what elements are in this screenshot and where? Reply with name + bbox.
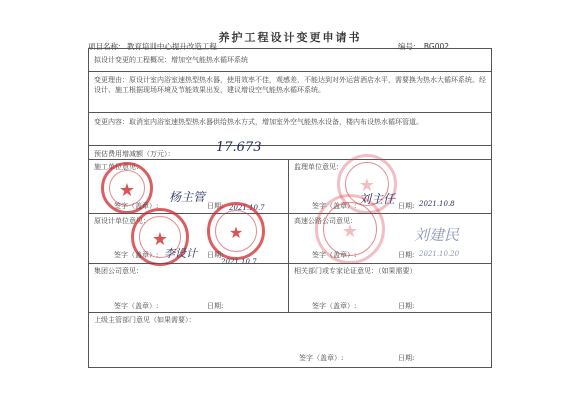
content-text: 变更内容：取消室内浴室速热型热水器供给热水方式，增加室外空气能热水设备，楼内布设热水循环管道。 — [94, 118, 423, 126]
supervision-signature: 刘主任 — [359, 192, 396, 206]
group-sign-label: 签字（盖章）: — [114, 302, 159, 310]
construction-opinion-label: 施工单位意见： — [94, 163, 143, 171]
design-stamp: ★ — [131, 208, 189, 266]
design-signature: 李设计 — [164, 247, 197, 260]
design-date-label: 日期: — [207, 251, 224, 259]
highway-opinion-label: 高速公路公司意见： — [294, 217, 357, 225]
change-request-form — [88, 48, 492, 368]
design-sign-label: 签字（盖章）: — [114, 251, 159, 259]
highway-stamp: ★ — [315, 194, 385, 264]
cost-section — [89, 140, 491, 160]
supervision-opinion-label: 监理单位意见： — [294, 163, 343, 171]
column-divider — [288, 264, 289, 313]
proposed-change: 拟设计变更的工程概况：增加空气能热水循环系统 — [94, 56, 248, 64]
highway-date-label: 日期: — [398, 251, 415, 259]
construction-date: 2021.10.7 — [229, 204, 265, 212]
number-label: 编号: — [398, 42, 416, 51]
number-value: BG002 — [423, 42, 450, 51]
superior-opinion-label: 上级主管部门意见（如果需要）： — [94, 316, 196, 324]
supervision-date-label: 日期: — [398, 202, 415, 210]
cost-label: 预估费用增减额（万元）： — [94, 150, 175, 158]
construction-date-label: 日期: — [207, 202, 224, 210]
row-group-dept — [89, 263, 491, 313]
superior-date-label: 日期: — [398, 354, 415, 362]
design-date: 2021.10.7 — [221, 258, 257, 266]
dept-opinion-label: 相关部门或专家论证意见：（如果需要） — [294, 267, 417, 275]
dept-date-label: 日期: — [398, 302, 415, 310]
design-stamp-2: ★ — [207, 202, 265, 260]
construction-signature: 杨主管 — [169, 190, 206, 204]
content-section — [89, 112, 491, 146]
highway-sign-label: 签字（盖章）: — [312, 251, 357, 259]
row-superior — [89, 312, 491, 367]
highway-signature: 刘建民 — [414, 226, 460, 244]
cost-value: 17.673 — [216, 140, 262, 155]
row-construction-supervision — [89, 159, 491, 214]
construction-sign-label: 签字（盖章）: — [114, 202, 159, 210]
supervision-sign-label: 签字（盖章）: — [312, 202, 357, 210]
dept-sign-label: 签字（盖章）: — [312, 302, 357, 310]
form-title: 养护工程设计变更申请书 — [218, 31, 362, 44]
construction-stamp: ★ — [101, 162, 153, 214]
project-name: 教育培训中心提升改造工程 — [126, 42, 217, 51]
row-design-highway — [89, 213, 491, 264]
highway-date: 2021.10.20 — [419, 250, 460, 258]
group-opinion-label: 集团公司意见： — [94, 267, 143, 275]
superior-sign-label: 签字（盖章）: — [299, 354, 344, 362]
reason-text: 变更理由：原设计室内浴室速热型热水器，使用效率不佳，观感差，不能达到对外运营酒店水平，需要换为热水大循环系统。经设计、施工根据现场环境及节能效果出发，建议增设空气能热水循环系统。 — [94, 76, 486, 94]
project-label-text: 项目名称: — [88, 42, 121, 51]
group-date-label: 日期: — [207, 302, 224, 310]
reason-section — [89, 71, 491, 113]
supervision-date: 2021.10.8 — [419, 200, 455, 208]
design-opinion-label: 原设计单位意见： — [94, 217, 150, 225]
column-divider — [288, 214, 289, 264]
column-divider — [288, 160, 289, 214]
supervision-stamp: ★ — [337, 154, 397, 214]
